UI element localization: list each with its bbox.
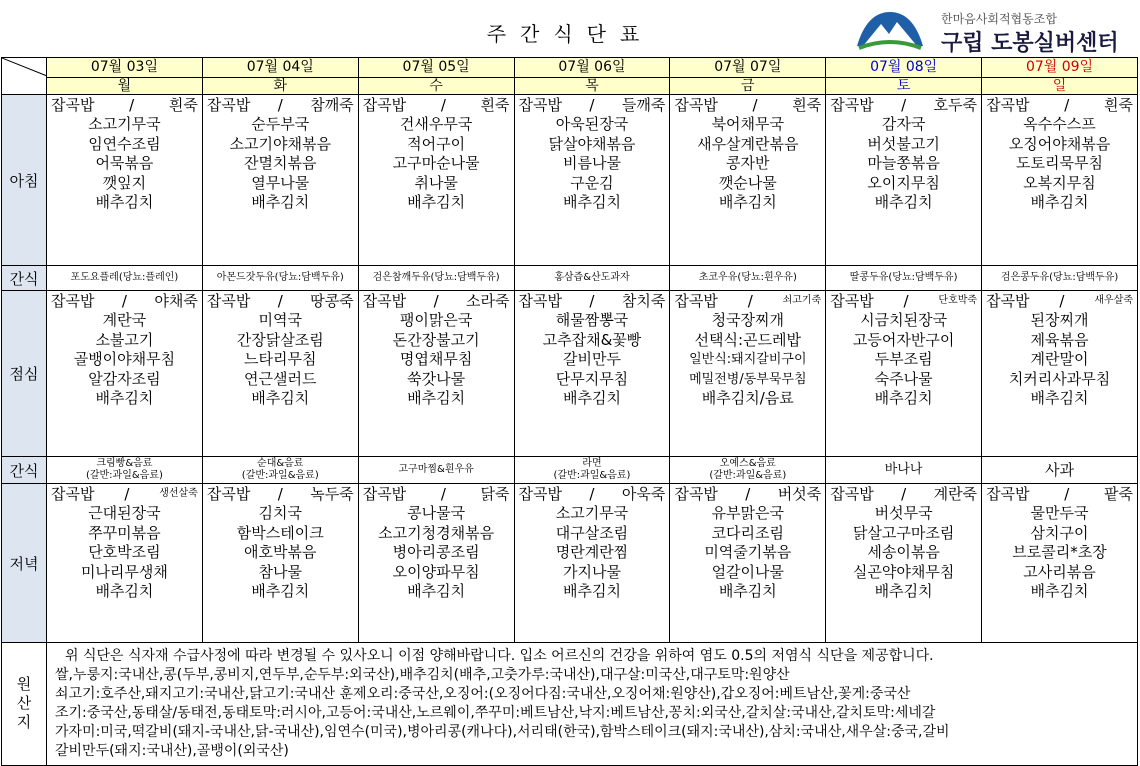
snack-item: 포도요플레(당뇨:플레인): [70, 272, 179, 283]
origin-line: 쌀,누룽지:국내산,콩(두부,콩비지,연두부,순두부:외국산),배추김치(배추,고춧가루:국내산),대구살:미국산,대구토막:원양산: [55, 667, 790, 683]
menu-item: 배추김치: [562, 389, 621, 407]
snack1-cell: [982, 266, 1138, 291]
dinner-cell: [358, 484, 514, 643]
dinner-cell: [47, 484, 203, 643]
snack-item: 라면: [582, 458, 602, 469]
menu-item: 연근샐러드: [244, 369, 317, 388]
logo: [855, 6, 1135, 54]
porridge-item: 흰죽: [1104, 96, 1133, 114]
menu-item: 느타리무침: [244, 350, 317, 368]
rice-item: 잡곡밥: [830, 292, 874, 310]
menu-item: 배추김치: [874, 582, 933, 600]
rice-item: 잡곡밥: [674, 292, 718, 310]
date-cell: 07월 04일: [202, 58, 358, 78]
porridge-item: 땅콩죽: [310, 292, 354, 310]
menu-item: 단무지무침: [555, 369, 629, 388]
lunch-cell: [47, 291, 203, 457]
rice-item: 잡곡밥: [362, 96, 407, 114]
menu-item: 미역국: [258, 311, 302, 329]
menu-item: 고구마순나물: [392, 154, 480, 172]
menu-item: 숙주나물: [874, 369, 933, 388]
menu-item: 배추김치: [407, 582, 466, 600]
menu-item: 배추김치/음료: [701, 389, 794, 407]
porridge-item: 계란죽: [933, 485, 978, 503]
menu-item: 닭살고구마조림: [852, 523, 955, 542]
menu-item: 소고기야채볶음: [229, 134, 331, 153]
lunch-row: [2, 291, 1138, 457]
lunch-cell: [202, 291, 358, 457]
menu-item: 순두부국: [251, 115, 310, 133]
menu-item: 콩나물국: [407, 504, 466, 522]
rice-item: 잡곡밥: [830, 96, 874, 114]
rice-line: [670, 484, 825, 504]
rice-item: 잡곡밥: [362, 485, 407, 503]
menu-item: 닭살야채볶음: [548, 134, 636, 153]
origin-row: [2, 643, 1138, 766]
snack1-row: [2, 266, 1138, 291]
menu-item: 갈비만두: [562, 350, 621, 368]
snack-item: 고구마찜&흰우유: [398, 464, 474, 475]
menu-item: 함박스테이크: [236, 523, 324, 542]
day-cell: 수: [358, 77, 514, 94]
snack-item: 순대&음료: [257, 458, 304, 469]
menu-item: 메밀전병/동부묵무침: [689, 371, 807, 387]
dinner-cell: [826, 484, 982, 643]
day-cell: 금: [670, 77, 826, 94]
rice-item: 잡곡밥: [518, 485, 563, 503]
rice-line: [47, 484, 202, 504]
corner-cell: [2, 58, 47, 95]
lunch-cell: [826, 291, 982, 457]
menu-item: 팽이맑은국: [399, 311, 473, 329]
menu-item: 오이양파무침: [392, 562, 480, 581]
menu-item: 고추잡채&꽃빵: [542, 330, 642, 349]
menu-item: 치커리사과무침: [1008, 369, 1111, 388]
porridge-item: 들깨죽: [621, 96, 666, 114]
rice-separator: /: [121, 292, 127, 310]
menu-item: 쑥갓나물: [407, 369, 466, 388]
snack-note: (갈반:과일&음료): [709, 470, 787, 481]
menu-item: 깻잎지: [102, 173, 147, 192]
snack1-cell: [358, 266, 514, 291]
logo-name: 구립 도봉실버센터: [941, 31, 1119, 56]
snack2-cell: [982, 457, 1138, 484]
rice-item: 잡곡밥: [51, 485, 95, 503]
menu-item: 옥수수스프: [1023, 115, 1096, 133]
snack2-row: [2, 457, 1138, 484]
porridge-item: 단호박죽: [938, 295, 978, 306]
menu-item: 북어채무국: [711, 115, 785, 133]
date-cell: 07월 08일: [826, 58, 982, 78]
menu-item: 청국장찌개: [711, 311, 785, 329]
snack-item: 초코우유(당뇨:흰우유): [698, 272, 797, 283]
rice-line: [359, 95, 514, 115]
rice-separator: /: [752, 96, 758, 114]
snack2-cell: [514, 457, 670, 484]
snack-item: 검은콩두유(당뇨:담백두유): [1000, 272, 1119, 283]
rice-separator: /: [1064, 485, 1070, 503]
menu-item: 참나물: [258, 562, 302, 581]
snack1-cell: [670, 266, 826, 291]
menu-item: 적어구이: [407, 134, 466, 153]
rice-separator: /: [129, 96, 135, 114]
rice-separator: /: [589, 96, 595, 114]
rice-separator: /: [901, 485, 907, 503]
rice-item: 잡곡밥: [518, 96, 563, 114]
breakfast-cell: [202, 95, 358, 266]
day-cell: 목: [514, 77, 670, 94]
porridge-item: 참깨죽: [310, 96, 354, 114]
rice-line: [982, 95, 1137, 115]
rice-item: 잡곡밥: [51, 96, 95, 114]
menu-item: 배추김치: [95, 389, 154, 407]
menu-table: [1, 57, 1138, 766]
menu-item: 도토리묵무침: [1016, 154, 1103, 172]
rice-line: [982, 484, 1137, 504]
menu-item: 배추김치: [95, 193, 154, 211]
lunch-cell: [358, 291, 514, 457]
breakfast-row: [2, 95, 1138, 266]
origin-line: 위 식단은 식자재 수급사정에 따라 변경될 수 있사오니 이점 양해바랍니다. 입소 어르신의 건강을 위하여 염도 0.5의 저염식 식단을 제공합니다.: [65, 648, 934, 664]
origin-line: 갈비만두(돼지:국내산),골뱅이(외국산): [55, 743, 289, 759]
rice-line: [982, 291, 1137, 311]
rice-item: 잡곡밥: [986, 96, 1030, 114]
snack-item: 사과: [1045, 461, 1075, 479]
rice-separator: /: [433, 292, 439, 310]
menu-item: 배추김치: [251, 389, 310, 407]
menu-item: 김치국: [258, 504, 302, 522]
rice-separator: /: [747, 292, 753, 310]
menu-item: 구운김: [570, 173, 614, 192]
menu-item: 계란말이: [1030, 350, 1089, 368]
menu-item: 버섯불고기: [867, 134, 940, 153]
menu-item: 골뱅이야채무침: [73, 350, 176, 368]
rice-separator: /: [277, 485, 283, 503]
porridge-item: 생선살죽: [159, 488, 198, 499]
menu-item: 배추김치: [718, 193, 777, 211]
menu-item: 미나리무생채: [80, 562, 168, 581]
menu-item: 가지나물: [562, 562, 621, 581]
breakfast-cell: [514, 95, 670, 266]
breakfast-cell: [826, 95, 982, 266]
day-row: [2, 77, 1138, 94]
date-cell: 07월 03일: [47, 58, 203, 78]
menu-item: 오이지무침: [867, 173, 940, 192]
rice-separator: /: [589, 292, 595, 310]
porridge-item: 쇠고기죽: [782, 295, 822, 306]
menu-item: 소고기무국: [88, 115, 161, 133]
rice-item: 잡곡밥: [51, 292, 95, 310]
menu-item: 아욱된장국: [555, 115, 629, 133]
porridge-item: 흰죽: [168, 96, 198, 114]
rice-item: 잡곡밥: [986, 485, 1030, 503]
porridge-item: 흰죽: [792, 96, 822, 114]
menu-item: 코다리조림: [711, 523, 785, 542]
lunch-cell: [982, 291, 1138, 457]
menu-item: 감자국: [881, 115, 926, 133]
snack-note: (갈반:과일&음료): [553, 470, 631, 481]
menu-item: 배추김치: [407, 389, 466, 407]
menu-item: 소고기청경채볶음: [378, 523, 495, 542]
lunch-cell: [670, 291, 826, 457]
breakfast-cell: [670, 95, 826, 266]
snack-item: 오예스&음료: [719, 458, 776, 469]
menu-item: 돈간장불고기: [392, 330, 480, 349]
dinner-cell: [514, 484, 670, 643]
snack-item: 검은참깨두유(당뇨:담백두유): [372, 272, 500, 283]
day-cell: 월: [47, 77, 203, 94]
dinner-row: [2, 484, 1138, 643]
rice-separator: /: [1064, 96, 1070, 114]
porridge-item: 녹두죽: [310, 485, 354, 503]
snack1-label: 간식: [2, 266, 47, 291]
menu-item: 실곤약야채무침: [852, 562, 955, 581]
menu-item: 물만두국: [1030, 504, 1089, 522]
rice-line: [359, 484, 514, 504]
rice-item: 잡곡밥: [674, 96, 718, 114]
rice-line: [203, 95, 358, 115]
porridge-item: 참치죽: [621, 292, 666, 310]
menu-item: 콩자반: [726, 154, 770, 172]
rice-line: [515, 484, 670, 504]
rice-item: 잡곡밥: [986, 292, 1030, 310]
menu-item: 배추김치: [1030, 193, 1089, 211]
menu-item: 새우살계란볶음: [697, 134, 799, 153]
rice-line: [670, 95, 825, 115]
breakfast-cell: [982, 95, 1138, 266]
menu-item: 유부맑은국: [711, 504, 785, 522]
porridge-item: 야채죽: [154, 292, 198, 310]
rice-separator: /: [440, 96, 446, 114]
day-cell: 토: [826, 77, 982, 94]
snack2-cell: [202, 457, 358, 484]
rice-line: [47, 291, 202, 311]
breakfast-cell: [358, 95, 514, 266]
rice-line: [670, 291, 825, 311]
origin-line: 조기:중국산,동태살/동태전,동태토막:러시아,고등어:국내산,노르웨이,쭈꾸미:베트남산,낙지:베트남산,꽁치:외국산,갈치살:국내산,갈치토막:세네갈: [55, 705, 936, 721]
header: [0, 0, 1140, 57]
mountain-logo-icon: [855, 8, 925, 50]
porridge-item: 닭죽: [480, 485, 510, 503]
menu-item: 고사리볶음: [1023, 562, 1096, 581]
porridge-item: 흰죽: [480, 96, 510, 114]
menu-item: 잔멸치볶음: [244, 154, 317, 172]
menu-item: 오복지무침: [1023, 173, 1096, 192]
date-cell: 07월 07일: [670, 58, 826, 78]
rice-separator: /: [277, 292, 283, 310]
porridge-item: 새우살죽: [1094, 295, 1133, 306]
menu-item: 배추김치: [874, 389, 933, 407]
menu-item: 배추김치: [407, 193, 466, 211]
menu-item: 일반식:돼지갈비구이: [689, 352, 807, 367]
rice-separator: /: [901, 96, 907, 114]
day-cell: 일: [982, 77, 1138, 94]
menu-item: 병아리콩조림: [392, 543, 480, 561]
breakfast-label: 아침: [2, 95, 47, 266]
snack-item: 크림빵&음료: [96, 458, 153, 469]
menu-item: 알감자조림: [88, 369, 161, 388]
menu-item: 명엽채무침: [399, 350, 473, 368]
date-cell: 07월 09일: [982, 58, 1138, 78]
origin-label: 원산지: [2, 643, 47, 766]
rice-separator: /: [277, 96, 283, 114]
porridge-item: 아욱죽: [621, 485, 666, 503]
origin-notes: [47, 643, 1138, 766]
menu-item: 근대된장국: [88, 504, 161, 522]
menu-item: 임연수조림: [88, 134, 161, 153]
menu-item: 배추김치: [562, 582, 621, 600]
origin-line: 쇠고기:호주산,돼지고기:국내산,닭고기:국내산 훈제오리:중국산,오징어:(오징어다짐:국내산,오징어채:원양산),갑오징어:베트남산,꽃게:중국산: [55, 686, 911, 702]
dinner-cell: [670, 484, 826, 643]
rice-separator: /: [903, 292, 909, 310]
porridge-item: 호두죽: [933, 96, 978, 114]
menu-item: 쭈꾸미볶음: [88, 523, 161, 542]
rice-line: [826, 95, 981, 115]
menu-item: 배추김치: [251, 193, 310, 211]
snack2-cell: [670, 457, 826, 484]
rice-item: 잡곡밥: [206, 485, 251, 503]
menu-item: 선택식:곤드레밥: [694, 330, 802, 349]
menu-item: 해물짬뽕국: [555, 311, 629, 329]
date-row: [2, 58, 1138, 78]
snack2-cell: [47, 457, 203, 484]
rice-line: [47, 95, 202, 115]
menu-item: 배추김치: [1030, 582, 1089, 600]
rice-line: [826, 291, 981, 311]
menu-item: 취나물: [414, 173, 458, 192]
menu-item: 단호박조림: [88, 543, 161, 561]
menu-item: 계란국: [102, 311, 147, 329]
dinner-cell: [202, 484, 358, 643]
rice-separator: /: [745, 485, 751, 503]
rice-item: 잡곡밥: [362, 292, 407, 310]
menu-item: 삼치구이: [1030, 523, 1089, 542]
menu-item: 소불고기: [95, 330, 154, 349]
snack2-cell: [358, 457, 514, 484]
porridge-item: 소라죽: [466, 292, 510, 310]
menu-item: 어묵볶음: [95, 154, 154, 172]
rice-separator: /: [1059, 292, 1065, 310]
menu-item: 마늘쫑볶음: [867, 154, 940, 172]
menu-item: 명란계란찜: [555, 543, 629, 561]
menu-item: 배추김치: [562, 193, 621, 211]
menu-item: 배추김치: [874, 193, 933, 211]
rice-item: 잡곡밥: [830, 485, 874, 503]
rice-line: [826, 484, 981, 504]
rice-separator: /: [589, 485, 595, 503]
menu-item: 애호박볶음: [244, 543, 317, 561]
menu-item: 배추김치: [1030, 389, 1089, 407]
menu-item: 소고기무국: [555, 504, 629, 522]
lunch-cell: [514, 291, 670, 457]
snack-item: 딸콩두유(당뇨:담백두유): [849, 272, 958, 283]
rice-line: [515, 291, 670, 311]
lunch-label: 점심: [2, 291, 47, 457]
menu-item: 고등어자반구이: [852, 330, 955, 349]
rice-line: [203, 291, 358, 311]
snack2-cell: [826, 457, 982, 484]
porridge-item: 버섯죽: [777, 485, 822, 503]
menu-item: 깻순나물: [718, 173, 777, 192]
breakfast-cell: [47, 95, 203, 266]
origin-line: 가자미:미국,떡갈비(돼지-국내산,닭-국내산),임연수(미국),병아리콩(캐나다),서리태(한국),함박스테이크(돼지:국내산),삼치:국내산,새우살:중국,갈비: [55, 724, 950, 740]
page-title: 주간식단표: [486, 22, 654, 46]
dinner-label: 저녁: [2, 484, 47, 643]
snack-item: 아몬드잣두유(당뇨:담백두유): [216, 272, 344, 283]
corner-diagonal: [2, 58, 47, 94]
dinner-cell: [982, 484, 1138, 643]
date-cell: 07월 06일: [514, 58, 670, 78]
menu-item: 시금치된장국: [860, 311, 948, 329]
snack-item: 바나나: [884, 462, 923, 477]
menu-item: 브로콜리*초장: [1012, 543, 1107, 561]
rice-item: 잡곡밥: [518, 292, 563, 310]
snack1-cell: [826, 266, 982, 291]
menu-item: 된장찌개: [1030, 311, 1089, 329]
menu-item: 두부조림: [874, 350, 933, 368]
rice-item: 잡곡밥: [206, 96, 251, 114]
snack-item: 홍삼즙&산도과자: [554, 272, 630, 283]
menu-item: 버섯무국: [874, 504, 933, 522]
menu-item: 간장닭살조림: [236, 330, 324, 349]
menu-item: 세송이볶음: [867, 543, 940, 561]
snack-note: (갈반:과일&음료): [241, 470, 319, 481]
menu-item: 얼갈이나물: [711, 562, 785, 581]
date-cell: 07월 05일: [358, 58, 514, 78]
snack1-cell: [47, 266, 203, 291]
rice-item: 잡곡밥: [206, 292, 251, 310]
menu-item: 열무나물: [251, 173, 310, 192]
snack1-cell: [514, 266, 670, 291]
snack-note: (갈반:과일&음료): [85, 470, 163, 481]
menu-item: 배추김치: [251, 582, 310, 600]
rice-separator: /: [124, 485, 130, 503]
rice-line: [515, 95, 670, 115]
snack1-cell: [202, 266, 358, 291]
menu-item: 미역줄기볶음: [704, 543, 792, 561]
day-cell: 화: [202, 77, 358, 94]
rice-item: 잡곡밥: [674, 485, 718, 503]
menu-item: 건새우무국: [399, 115, 473, 133]
snack2-label: 간식: [2, 457, 47, 484]
menu-item: 대구살조림: [555, 523, 629, 542]
menu-item: 제육볶음: [1030, 330, 1089, 349]
rice-line: [359, 291, 514, 311]
menu-item: 오징어야채볶음: [1008, 134, 1111, 153]
rice-line: [203, 484, 358, 504]
menu-item: 배추김치: [95, 582, 154, 600]
menu-item: 비름나물: [562, 154, 621, 172]
porridge-item: 팥죽: [1104, 485, 1133, 503]
menu-item: 배추김치: [718, 582, 777, 600]
logo-org: 한마음사회적협동조합: [941, 12, 1057, 26]
rice-separator: /: [440, 485, 446, 503]
